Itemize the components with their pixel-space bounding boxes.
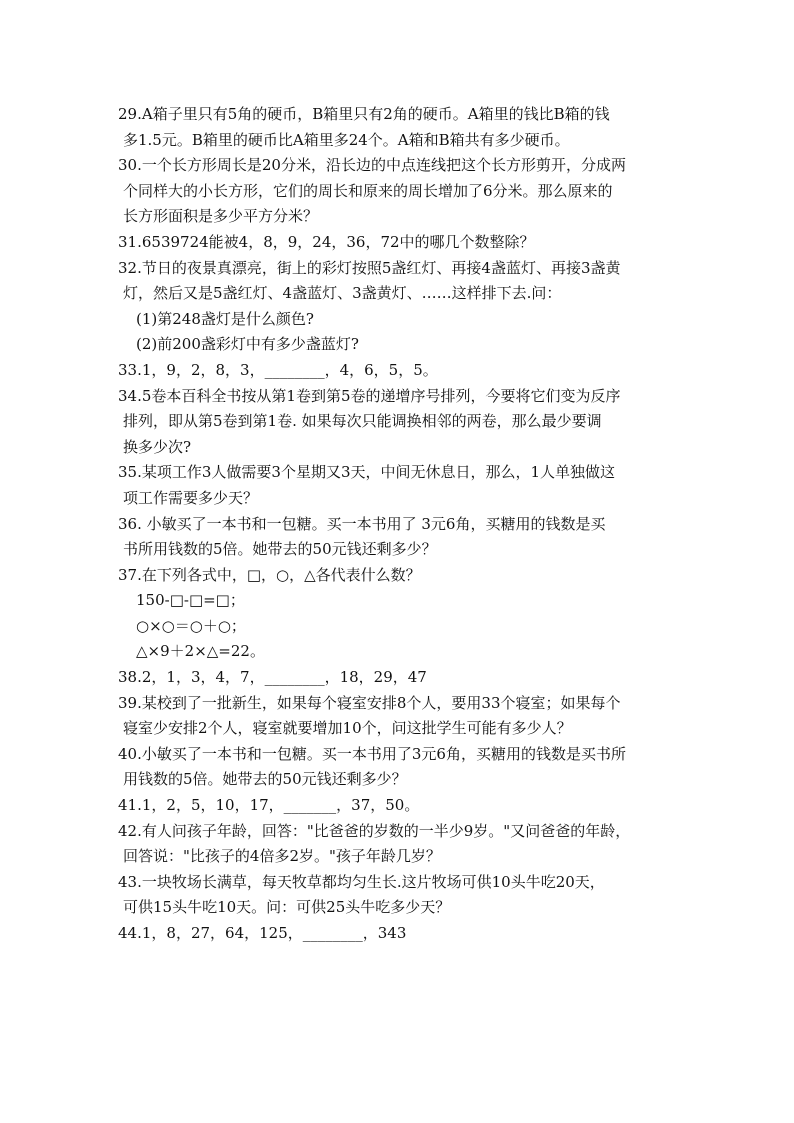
question-40 (118, 742, 698, 793)
question-line: 31.6539724能被4，8，9，24，36，72中的哪几个数整除？ (118, 232, 535, 251)
question-line: 36. 小敏买了一本书和一包糖。买一本书用了 3元6角，买糖用的钱数是买 (118, 514, 606, 533)
question-37 (118, 563, 698, 665)
question-29 (118, 102, 698, 153)
equation-line: ○×○＝○＋○； (136, 616, 246, 635)
question-line: 29.A箱子里只有5角的硬币，B箱里只有2角的硬币。A箱里的钱比B箱的钱 (118, 105, 610, 123)
question-43 (118, 870, 698, 921)
question-line: 长方形面积是多少平方分米？ (123, 207, 319, 226)
question-41 (118, 793, 698, 819)
question-38 (118, 665, 698, 691)
equation-line: △×9＋2×△=22。 (136, 642, 265, 661)
question-line: 回答说："比孩子的4倍多2岁。"孩子年龄几岁？ (123, 847, 441, 866)
question-line: 35.某项工作3人做需要3个星期又3天，中间无休息日，那么，1人单独做这 (118, 463, 616, 482)
question-line: 43.一块牧场长满草，每天牧草都均匀生长.这片牧场可供10头牛吃20天， (118, 872, 605, 891)
question-subpart: (1)第248盏灯是什么颜色? (136, 309, 314, 328)
question-line: 用钱数的5倍。她带去的50元钱还剩多少？ (123, 770, 407, 789)
question-line: 项工作需要多少天？ (123, 488, 259, 507)
question-line: 44.1，8，27，64，125，________，343 (118, 924, 407, 942)
question-line: 个同样大的小长方形，它们的周长和原来的周长增加了6分米。那么原来的 (123, 181, 613, 200)
question-line: 换多少次? (123, 437, 192, 456)
question-33 (118, 358, 698, 384)
question-line: 30.一个长方形周长是20分米，沿长边的中点连线把这个长方形剪开，分成两 (118, 156, 626, 175)
question-line: 书所用钱数的5倍。她带去的50元钱还剩多少？ (123, 540, 437, 559)
equation-line: 150-□-□=□； (136, 591, 245, 610)
question-39 (118, 691, 698, 742)
question-line: 32.节日的夜景真漂亮，街上的彩灯按照5盏红灯、再接4盏蓝灯、再接3盏黄 (118, 258, 621, 277)
question-line: 34.5卷本百科全书按从第1卷到第5卷的递增序号排列，今要将它们变为反序 (118, 386, 621, 405)
question-line: 42.有人问孩子年龄，回答："比爸爸的岁数的一半少9岁。"又问爸爸的年龄， (118, 821, 631, 840)
question-30 (118, 153, 698, 230)
question-32 (118, 256, 698, 358)
question-subpart: (2)前200盏彩灯中有多少盏蓝灯? (136, 335, 359, 354)
question-42 (118, 819, 698, 870)
question-line: 37.在下列各式中，□，○，△各代表什么数？ (118, 565, 421, 584)
question-36 (118, 512, 698, 563)
question-line: 33.1，9，2，8，3，________，4，6，5，5。 (118, 360, 438, 379)
question-line: 41.1，2，5，10，17，_______，37，50。 (118, 796, 420, 815)
question-line: 40.小敏买了一本书和一包糖。买一本书用了3元6角，买糖用的钱数是买书所 (118, 744, 626, 763)
question-35 (118, 460, 698, 511)
question-list (118, 102, 698, 947)
question-line: 排列，即从第5卷到第1卷. 如果每次只能调换相邻的两卷，那么最少要调 (123, 412, 602, 431)
question-31 (118, 230, 698, 256)
question-line: 39.某校到了一批新生，如果每个寝室安排8个人，要用33个寝室；如果每个 (118, 693, 621, 712)
question-line: 灯，然后又是5盏红灯、4盏蓝灯、3盏黄灯、……这样排下去.问： (123, 284, 562, 303)
question-line: 多1.5元。B箱里的硬币比A箱里多24个。A箱和B箱共有多少硬币。 (123, 130, 570, 149)
question-line: 寝室少安排2个人，寝室就要增加10个，问这批学生可能有多少人？ (123, 719, 572, 738)
question-line: 可供15头牛吃10天。问：可供25头牛吃多少天？ (123, 898, 451, 917)
question-34 (118, 384, 698, 461)
question-line: 38.2，1，3，4，7，________，18，29，47 (118, 668, 427, 687)
question-44 (118, 921, 698, 947)
